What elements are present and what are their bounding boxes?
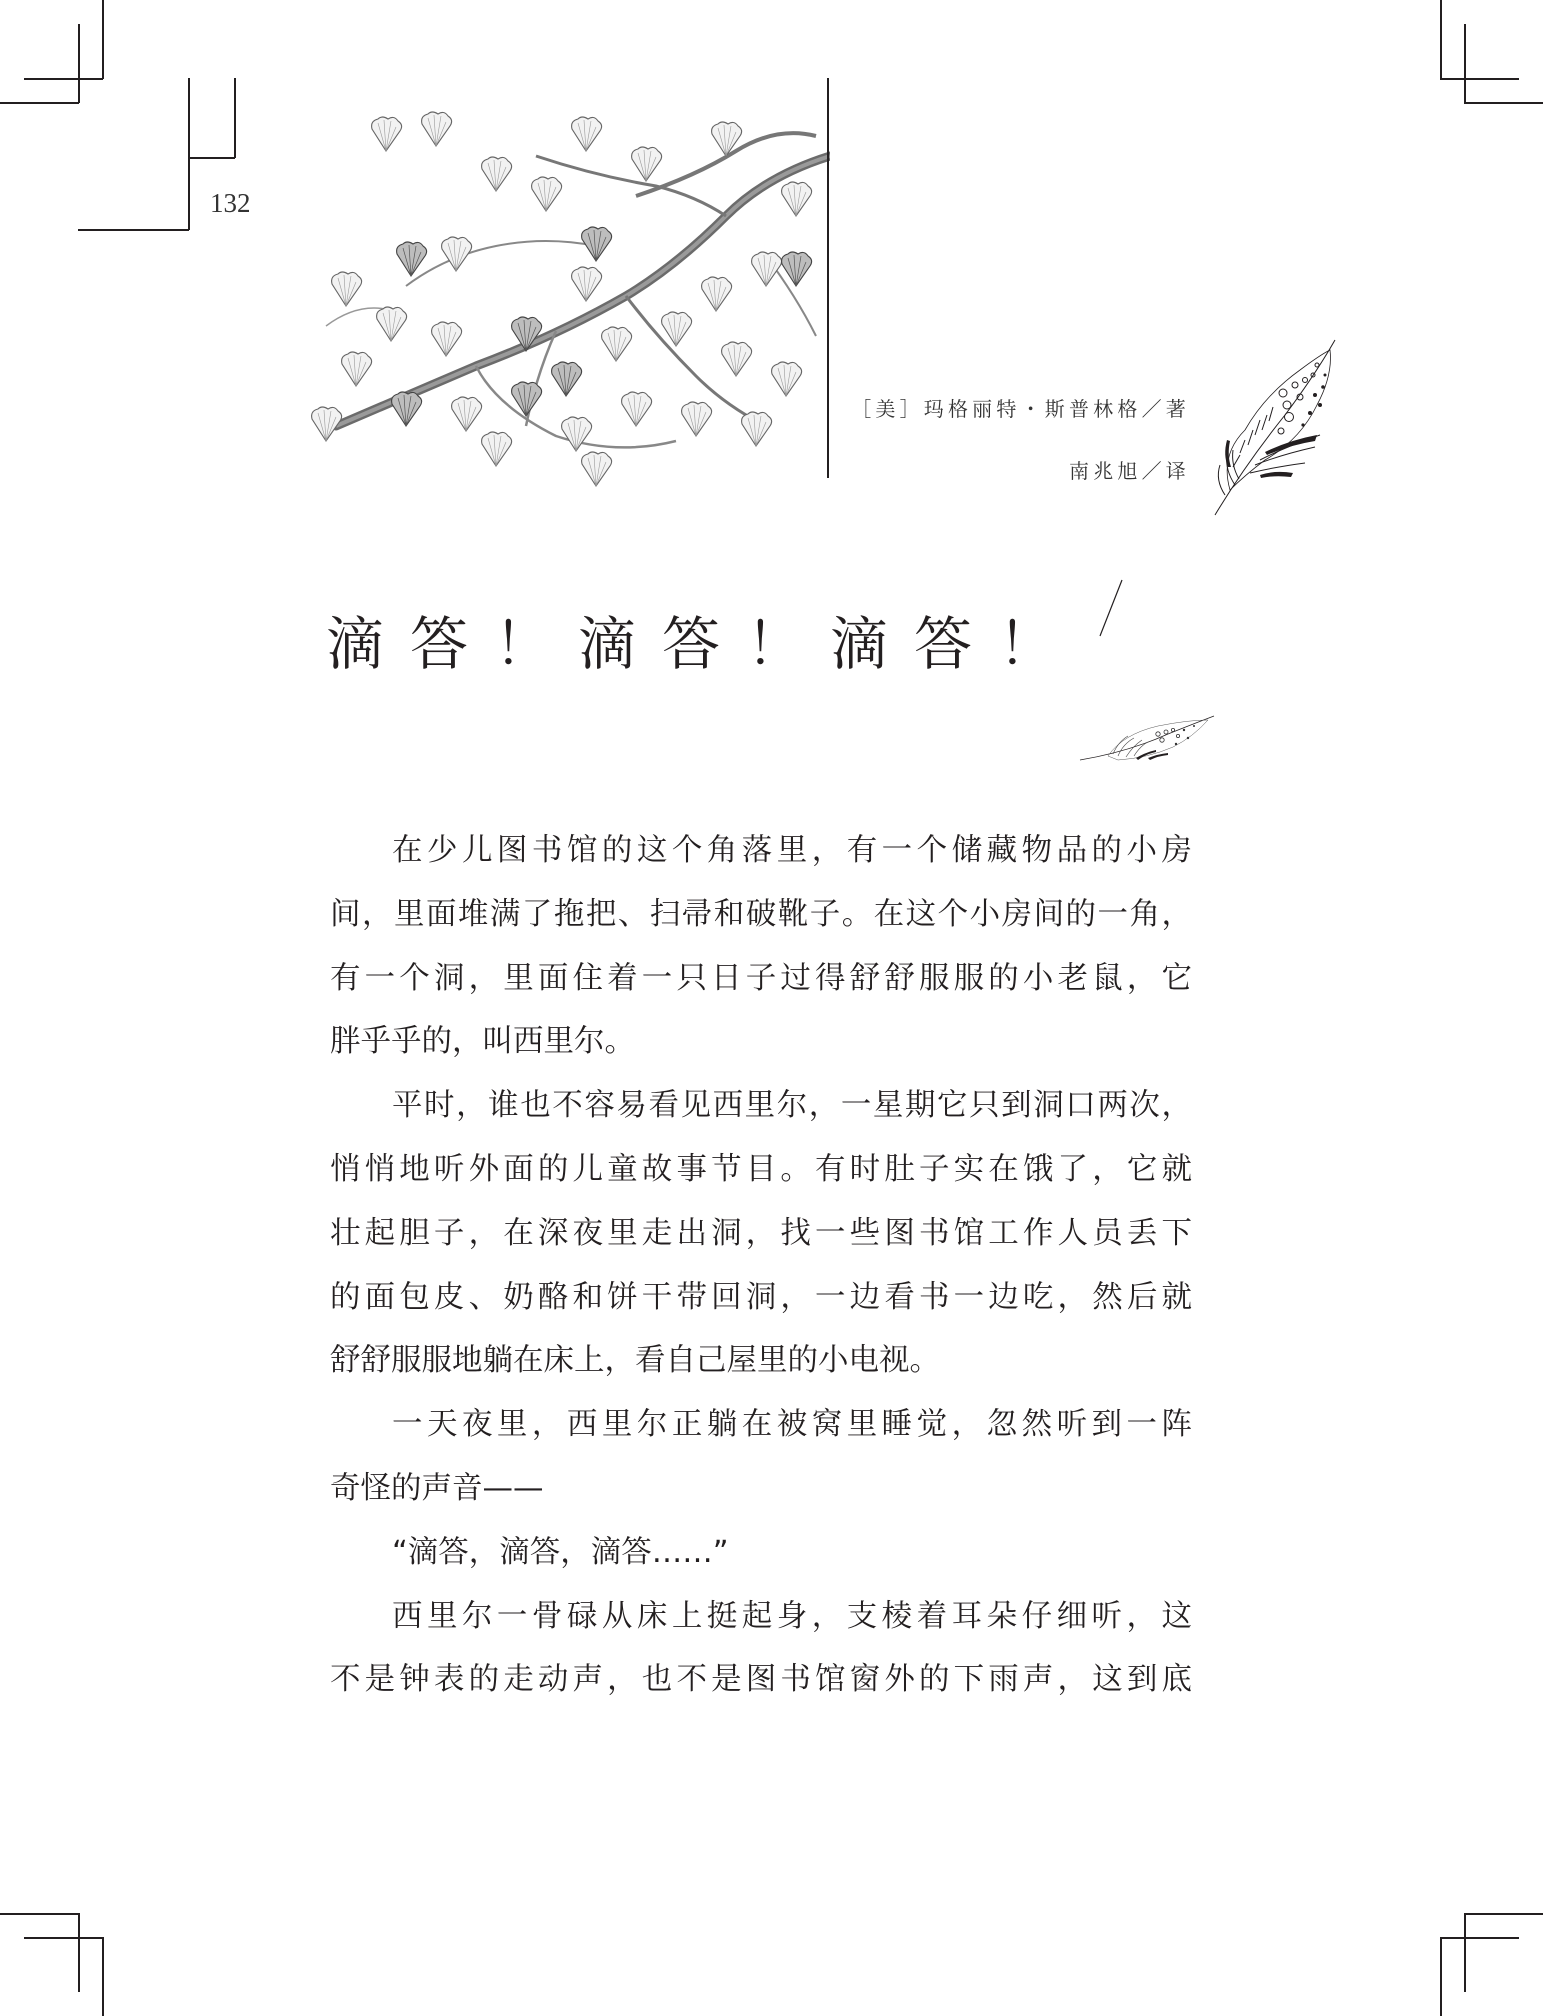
translator-credit: 南兆旭／译: [1069, 459, 1190, 483]
frame-line: [188, 157, 235, 159]
frame-line: [78, 229, 189, 231]
crop-line: [1464, 24, 1466, 103]
crop-line: [102, 1937, 104, 2016]
page-number: 132: [210, 188, 251, 218]
crop-line: [102, 0, 104, 79]
text-line: 在少儿图书馆的这个角落里，有一个储藏物品的小房: [392, 833, 1192, 868]
crop-line: [0, 102, 79, 104]
crop-line: [1440, 1937, 1519, 1939]
crop-line: [1464, 102, 1543, 104]
text-line: 有一个洞，里面住着一只日子过得舒舒服服的小老鼠，它: [330, 960, 1192, 996]
text-line: 的面包皮、奶酪和饼干带回洞，一边看书一边吃，然后就: [330, 1279, 1192, 1315]
crop-line: [1440, 1937, 1442, 2016]
crop-line: [1464, 1913, 1543, 1915]
text-line: 平时，谁也不容易看见西里尔，一星期它只到洞口两次，: [392, 1088, 1192, 1124]
slash-ornament: [1098, 578, 1124, 638]
text-line: 悄悄地听外面的儿童故事节目。有时肚子实在饿了，它就: [330, 1151, 1192, 1187]
crop-line: [1464, 1913, 1466, 1992]
frame-line: [188, 78, 190, 230]
body-text: [330, 829, 1192, 1722]
crop-line: [78, 24, 80, 103]
crop-line: [1440, 0, 1442, 79]
crop-line: [78, 1913, 80, 1992]
text-line: 不是钟表的走动声，也不是图书馆窗外的下雨声，这到底: [330, 1662, 1192, 1698]
text-line: 一天夜里，西里尔正躺在被窝里睡觉，忽然听到一阵: [392, 1407, 1192, 1443]
header-divider: [827, 78, 829, 478]
frame-line: [234, 78, 236, 158]
ginkgo-branch-illustration: [296, 96, 830, 500]
text-line: 西里尔一骨碌从床上挺起身，支棱着耳朵仔细听，这: [392, 1598, 1192, 1634]
text-line: 舒舒服服地躺在床上，看自己屋里的小电视。: [330, 1343, 940, 1379]
chapter-title: 滴答！滴答！滴答！: [326, 609, 1083, 678]
text-line: 壮起胆子，在深夜里走出洞，找一些图书馆工作人员丢下: [330, 1215, 1192, 1251]
feather-icon: [1205, 335, 1340, 525]
crop-line: [24, 78, 103, 80]
crop-line: [0, 1913, 79, 1915]
text-line: 奇怪的声音——: [330, 1470, 544, 1506]
author-credit: ［美］玛格丽特・斯普林格／著: [851, 397, 1190, 421]
text-line: 胖乎乎的，叫西里尔。: [330, 1024, 635, 1060]
text-line: “滴答，滴答，滴答……”: [392, 1534, 729, 1570]
text-line: 间，里面堆满了拖把、扫帚和破靴子。在这个小房间的一角，: [330, 896, 1192, 932]
crop-line: [1440, 78, 1519, 80]
small-feather-icon: [1078, 712, 1216, 768]
crop-line: [24, 1937, 103, 1939]
